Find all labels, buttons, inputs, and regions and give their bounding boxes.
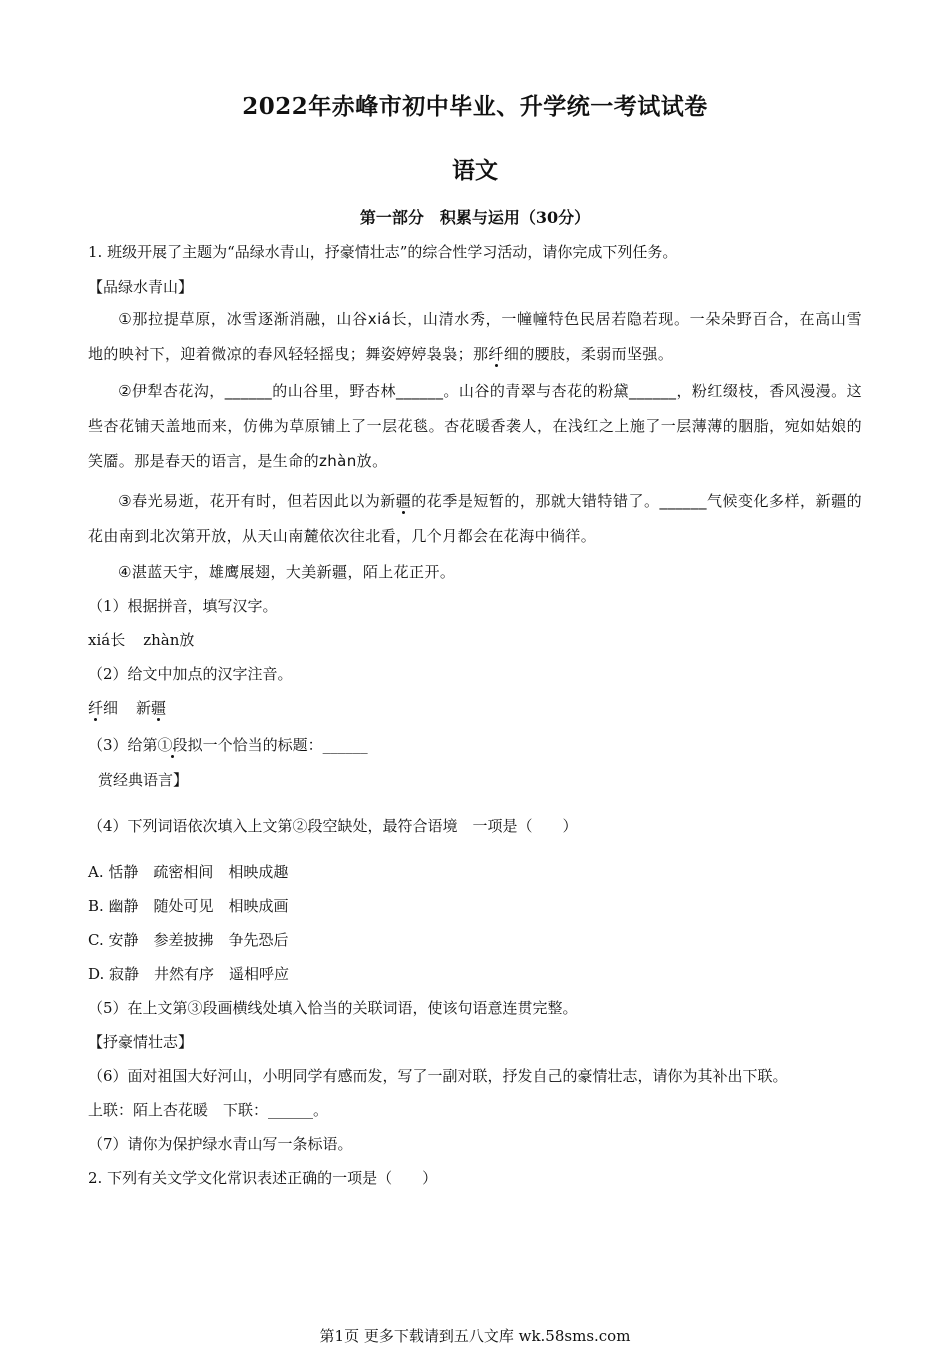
part-heading: 第一部分 积累与运用（30分） — [359, 208, 591, 227]
paragraph-1-end: 细的腰肢，柔弱而坚强。 — [503, 345, 674, 363]
dotted-char-xian: 纤 — [488, 345, 504, 363]
section-heading-3: 【抒豪情壮志】 — [88, 1033, 194, 1051]
option-c: C. 安静 参差披拂 争先恐后 — [88, 931, 289, 949]
sub-question-3 — [88, 735, 368, 755]
sub-question-6: （6）面对祖国大好河山，小明同学有感而发，写了一副对联，抒发自己的豪情壮志，请你为其补出下联。 — [88, 1067, 788, 1085]
sub-question-1: （1）根据拼音，填写汉字。 — [88, 597, 278, 615]
passage-paragraph-1 — [88, 302, 862, 372]
passage-paragraph-2 — [88, 374, 862, 479]
annotate-char-xian: 纤 — [88, 699, 104, 717]
pinyin-item-zhan: zhàn放 — [143, 631, 195, 649]
option-d: D. 寂静 井然有序 遥相呼应 — [88, 965, 290, 983]
section-heading-2: 赏经典语言】 — [98, 771, 189, 789]
sub-question-3-prefix: （3）给第 — [88, 736, 158, 754]
sub-question-5: （5）在上文第③段画横线处填入恰当的关联词语，使该句语意连贯完整。 — [88, 999, 578, 1017]
annotate-char-jiang: 疆 — [151, 699, 167, 717]
sub-question-1-items — [88, 630, 194, 650]
question-2-stem: 2. 下列有关文学文化常识表述正确的一项是（ ） — [88, 1169, 438, 1187]
paragraph-2-text: ②伊犁杏花沟，______的山谷里，野杏林______。山谷的青翠与杏花的粉黛______，粉红缀枝，香风漫漫。这些杏花铺天盖地而来，仿佛为草原铺上了一层花毯。杏花暖香袭人，在浅红之上施了一层薄薄的胭脂，宛如姑娘的笑靥。那是春天的语言，是生命的zhàn放。 — [88, 382, 862, 470]
paragraph-3-text-a: ③春光易逝，花开有时，但若因此以为新 — [118, 492, 396, 510]
sub-question-4: （4）下列词语依次填入上文第②段空缺处，最符合语境 一项是（ ） — [88, 817, 578, 835]
sub-question-3-suffix: 拟一个恰当的标题：______ — [187, 736, 368, 754]
sub-question-2-items — [88, 698, 166, 718]
subject-title: 语文 — [452, 157, 498, 184]
paragraph-4-text: ④湛蓝天宇，雄鹰展翅，大美新疆，陌上花正开。 — [118, 563, 456, 581]
couplet-line: 上联：陌上杏花暖 下联：______。 — [88, 1101, 329, 1119]
sub-question-2: （2）给文中加点的汉字注音。 — [88, 665, 293, 683]
dotted-paragraph-ref: ①段 — [157, 736, 188, 754]
option-a: A. 恬静 疏密相间 相映成趣 — [88, 863, 289, 881]
annotate-char-xin: 新 — [136, 699, 152, 717]
exam-title: 2022年赤峰市初中毕业、升学统一考试试卷 — [242, 93, 708, 120]
annotate-char-xi: 细 — [103, 699, 119, 717]
dotted-char-jiang: 疆 — [395, 492, 412, 510]
page-footer: 第1页 更多下载请到五八文库 wk.58sms.com — [319, 1327, 631, 1345]
paragraph-1-text: ①那拉提草原，冰雪逐渐消融，山谷xiá长，山清水秀，一幢幢特色民居若隐若现。一朵朵野百合，在高山雪地的映衬下，迎着微凉的春风轻轻摇曳；舞姿婷婷袅袅；那 — [88, 310, 862, 363]
passage-paragraph-3 — [88, 484, 862, 554]
paragraph-3-text-b: 的花季是短暂的，那就大错特错了。______气候变化多样，新疆的花由南到北次第开放，从天山南麓依次往北看，几个月都会在花海中徜徉。 — [88, 492, 862, 545]
option-b: B. 幽静 随处可见 相映成画 — [88, 897, 289, 915]
passage-paragraph-4 — [88, 555, 862, 590]
pinyin-item-xia: xiá长 — [88, 631, 126, 649]
section-heading-1: 【品绿水青山】 — [88, 278, 194, 296]
sub-question-7: （7）请你为保护绿水青山写一条标语。 — [88, 1135, 353, 1153]
question-1-stem: 1. 班级开展了主题为“品绿水青山，抒豪情壮志”的综合性学习活动，请你完成下列任务。 — [88, 243, 678, 261]
